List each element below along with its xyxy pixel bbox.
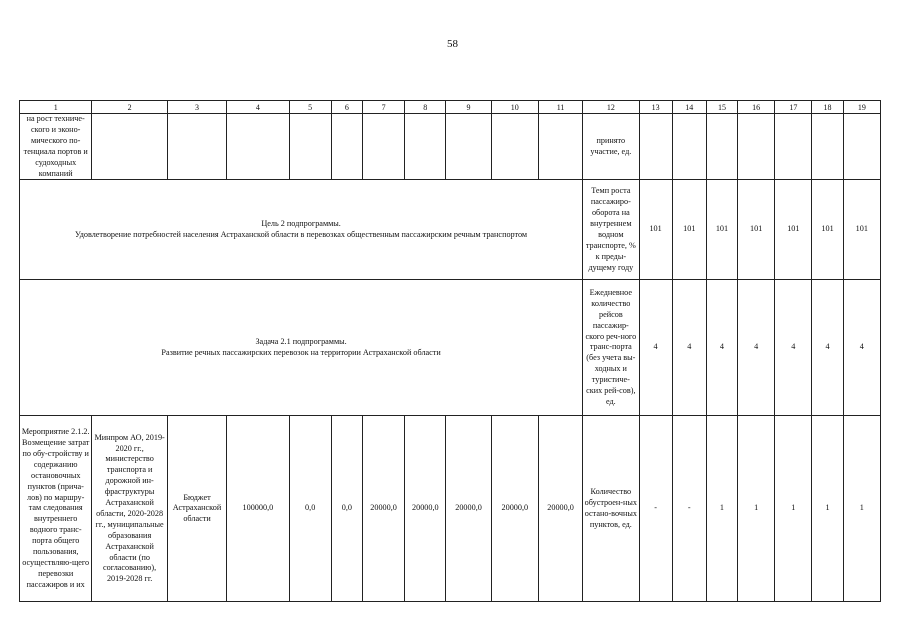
task-value: 4 (639, 280, 672, 416)
goal-value: 101 (672, 180, 706, 280)
task-value: 4 (843, 280, 880, 416)
column-number: 11 (538, 101, 582, 114)
column-number: 16 (738, 101, 775, 114)
measure-amount: 20000,0 (446, 416, 491, 602)
measure-value: 1 (775, 416, 812, 602)
column-number: 10 (491, 101, 538, 114)
header-row (20, 101, 881, 114)
measure-value: 1 (706, 416, 737, 602)
measure-value: 1 (812, 416, 843, 602)
measure-amount: 20000,0 (362, 416, 404, 602)
task-title: Задача 2.1 подпрограммы. (255, 337, 347, 347)
column-number: 6 (331, 101, 362, 114)
task-value: 4 (738, 280, 775, 416)
column-number: 2 (92, 101, 167, 114)
continuation-indicator: принято участие, ед. (583, 114, 639, 180)
column-number: 15 (706, 101, 737, 114)
column-number: 9 (446, 101, 491, 114)
goal-text: Удовлетворение потребностей населения Астраханской области в перевозках общественным пассажирским речным транспортом (75, 229, 528, 239)
measure-amount: 100000,0 (227, 416, 289, 602)
measure-value: - (672, 416, 706, 602)
task-indicator: Ежедневное количество рейсов пассажир-ского реч-ного транс-порта (без учета вы-ходных и туристиче-ских рей-сов), ед. (583, 280, 639, 416)
measure-row (20, 416, 881, 602)
column-number: 17 (775, 101, 812, 114)
task-value: 4 (812, 280, 843, 416)
column-number: 5 (289, 101, 331, 114)
measure-value: 1 (738, 416, 775, 602)
goal-value: 101 (812, 180, 843, 280)
task-value: 4 (672, 280, 706, 416)
column-number: 12 (583, 101, 639, 114)
goal-value: 101 (706, 180, 737, 280)
column-number: 18 (812, 101, 843, 114)
goal-value: 101 (843, 180, 880, 280)
goal-indicator: Темп роста пассажиро-оборота на внутреннем водном транспорте, % к преды-дущему году (583, 180, 639, 280)
measure-amount: 20000,0 (491, 416, 538, 602)
goal-value: 101 (639, 180, 672, 280)
task-cell (20, 280, 583, 416)
measure-value: - (639, 416, 672, 602)
page-number: 58 (447, 38, 458, 50)
measure-name: Мероприятие 2.1.2. Возмещение затрат по обу-стройству и содержанию остановочных пунктов (прича-лов) по маршру-там следования внутреннего водного транс-порта общего пользования, осуществляю-щего перевозки пассажиров и их (20, 416, 92, 602)
measure-amount: 0,0 (289, 416, 331, 602)
continuation-text: на рост техниче-ского и эконо-мического по-тенциала портов и судоходных компаний (20, 114, 92, 180)
goal-title: Цель 2 подпрограммы. (261, 219, 341, 229)
measure-amount: 20000,0 (405, 416, 446, 602)
column-number: 7 (362, 101, 404, 114)
column-number: 1 (20, 101, 92, 114)
goal-row (20, 180, 881, 280)
measure-executor: Минпром АО, 2019-2020 гг., министерство транспорта и дорожной ин-фраструктуры Астраханской области, 2020-2028 гг., муниципальные образования Астраханской области (по согласованию), 2019-2028 гг. (92, 416, 167, 602)
column-number: 13 (639, 101, 672, 114)
column-number: 4 (227, 101, 289, 114)
continuation-row (20, 114, 881, 180)
program-table (19, 100, 881, 602)
column-number: 14 (672, 101, 706, 114)
column-number: 8 (405, 101, 446, 114)
measure-funding-source: Бюджет Астраханской области (167, 416, 226, 602)
goal-value: 101 (738, 180, 775, 280)
column-number: 3 (167, 101, 226, 114)
task-value: 4 (706, 280, 737, 416)
task-text: Развитие речных пассажирских перевозок на территории Астраханской области (161, 347, 441, 357)
measure-value: 1 (843, 416, 880, 602)
measure-indicator: Количество обустроен-ных остано-вочных пунктов, ед. (583, 416, 639, 602)
goal-value: 101 (775, 180, 812, 280)
measure-amount: 20000,0 (538, 416, 582, 602)
task-value: 4 (775, 280, 812, 416)
measure-amount: 0,0 (331, 416, 362, 602)
goal-cell (20, 180, 583, 280)
task-row (20, 280, 881, 416)
column-number: 19 (843, 101, 880, 114)
